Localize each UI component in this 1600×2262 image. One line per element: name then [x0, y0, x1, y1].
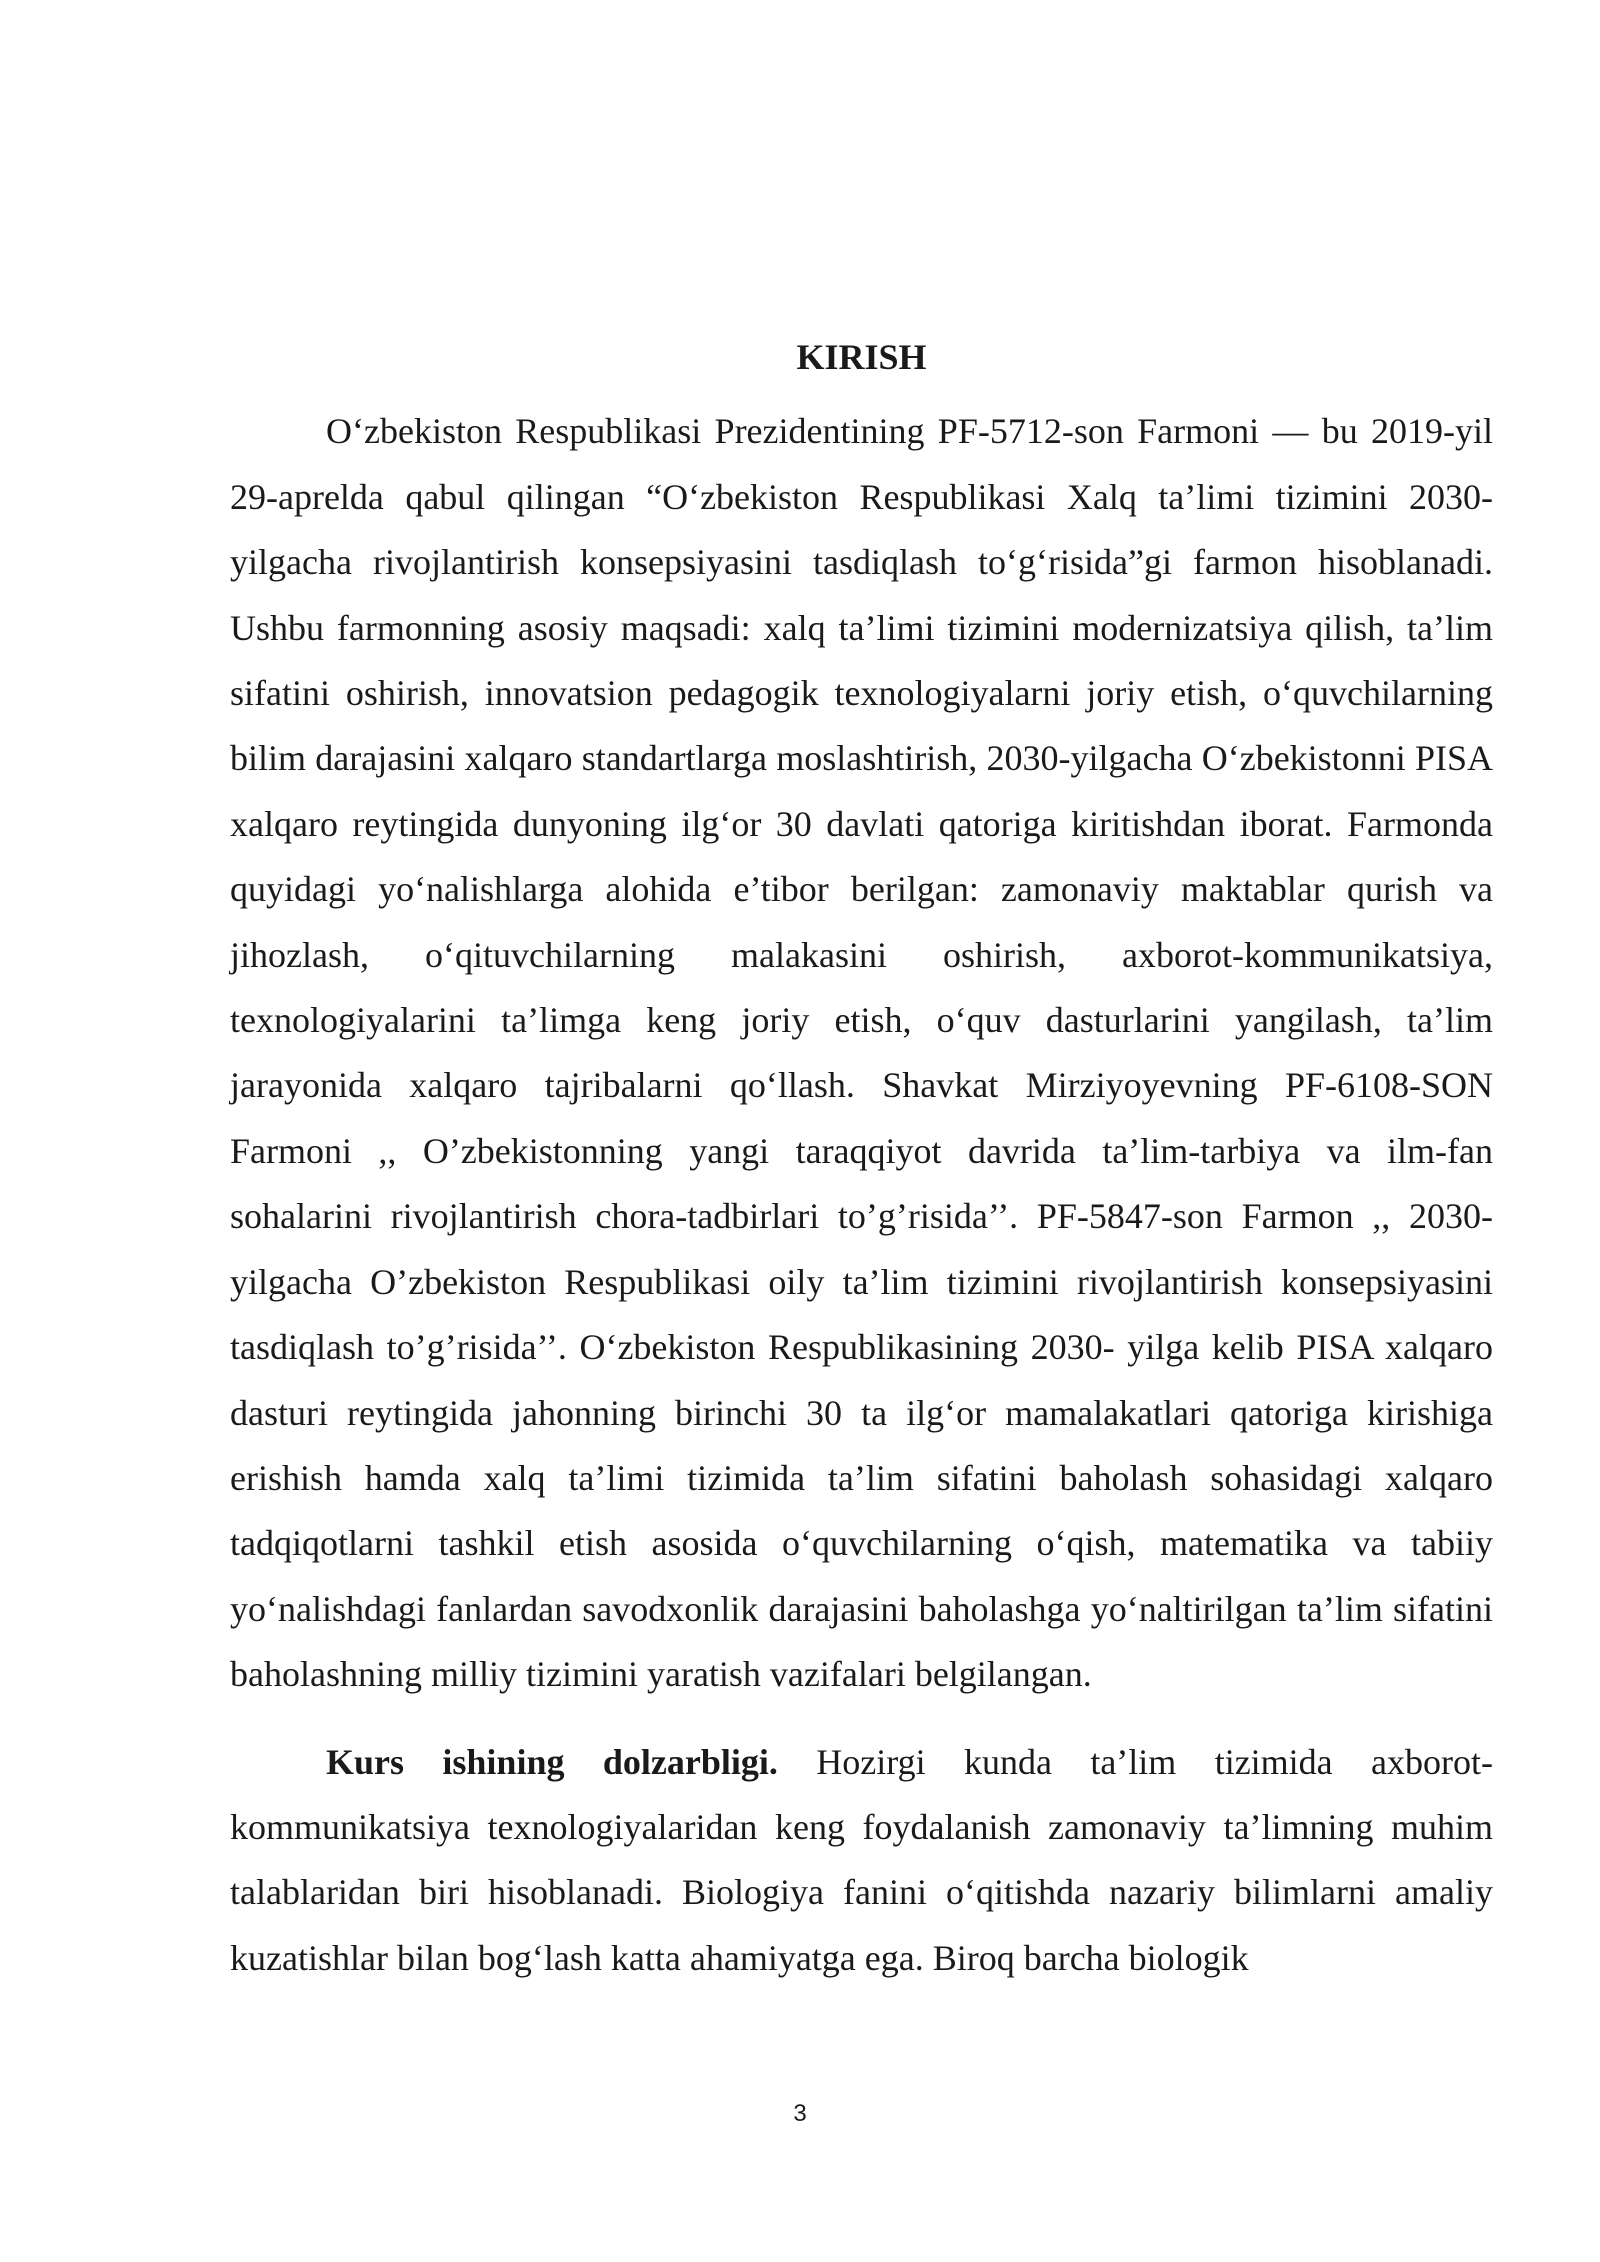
- section-heading: KIRISH: [796, 337, 927, 377]
- page-number: 3: [793, 2100, 807, 2127]
- paragraph-lead: Kurs ishining dolzarbligi.: [326, 1741, 778, 1782]
- paragraph-relevance: [230, 1730, 1493, 1992]
- page-body: [230, 325, 1493, 1991]
- paragraph-intro: O‘zbekiston Respublikasi Prezidentining PF-5712-son Farmoni — bu 2019-yil 29-aprelda qabul qilingan “O‘zbekiston Respublikasi Xalq ta’limi tizimini 2030-yilgacha rivojlantirish konsepsiyasini tasdiqlash to‘g‘risida”gi farmon hisoblanadi. Ushbu farmonning asosiy maqsadi: xalq ta’limi tizimini modernizatsiya qilish, ta’lim sifatini oshirish, innovatsion pedagogik texnologiyalarni joriy etish, o‘quvchilarning bilim darajasini xalqaro standartlarga moslashtirish, 2030-yilgacha O‘zbekistonni PISA xalqaro reytingida dunyoning ilg‘or 30 davlati qatoriga kiritishdan iborat. Farmonda quyidagi yo‘nalishlarga alohida e’tibor berilgan: zamonaviy maktablar qurish va jihozlash, o‘qituvchilarning malakasini oshirish, axborot-kommunikatsiya, texnologiyalarini ta’limga keng joriy etish, o‘quv dasturlarini yangilash, ta’lim jarayonida xalqaro tajribalarni qo‘llash. Shavkat Mirziyoyevning PF-6108-SON Farmoni ,, O’zbekistonning yangi taraqqiyot davrida ta’lim-tarbiya va ilm-fan sohalarini rivojlantirish chora-tadbirlari to’g’risida’’. PF-5847-son Farmon ,, 2030- yilgacha O’zbekiston Respublikasi oily ta’lim tizimini rivojlantirish konsepsiyasini tasdiqlash to’g’risida’’. O‘zbekiston Respublikasining 2030- yilga kelib PISA xalqaro dasturi reytingida jahonning birinchi 30 ta ilg‘or mamalakatlari qatoriga kirishiga erishish hamda xalq ta’limi tizimida ta’lim sifatini baholash sohasidagi xalqaro tadqiqotlarni tashkil etish asosida o‘quvchilarning o‘qish, matematika va tabiiy yo‘nalishdagi fanlardan savodxonlik darajasini baholashga yo‘naltirilgan ta’lim sifatini baholashning milliy tizimini yaratish vazifalari belgilangan.: [230, 411, 1493, 1695]
- paragraph-relevance-text: Hozirgi kunda ta’lim tizimida axborot-kommunikatsiya texnologiyalaridan keng foydalanish zamonaviy ta’limning muhim talablaridan biri hisoblanadi. Biologiya fanini o‘qitishda nazariy bilimlarni amaliy kuzatishlar bilan bog‘lash katta ahamiyatga ega. Biroq barcha biologik: [230, 1741, 1493, 1978]
